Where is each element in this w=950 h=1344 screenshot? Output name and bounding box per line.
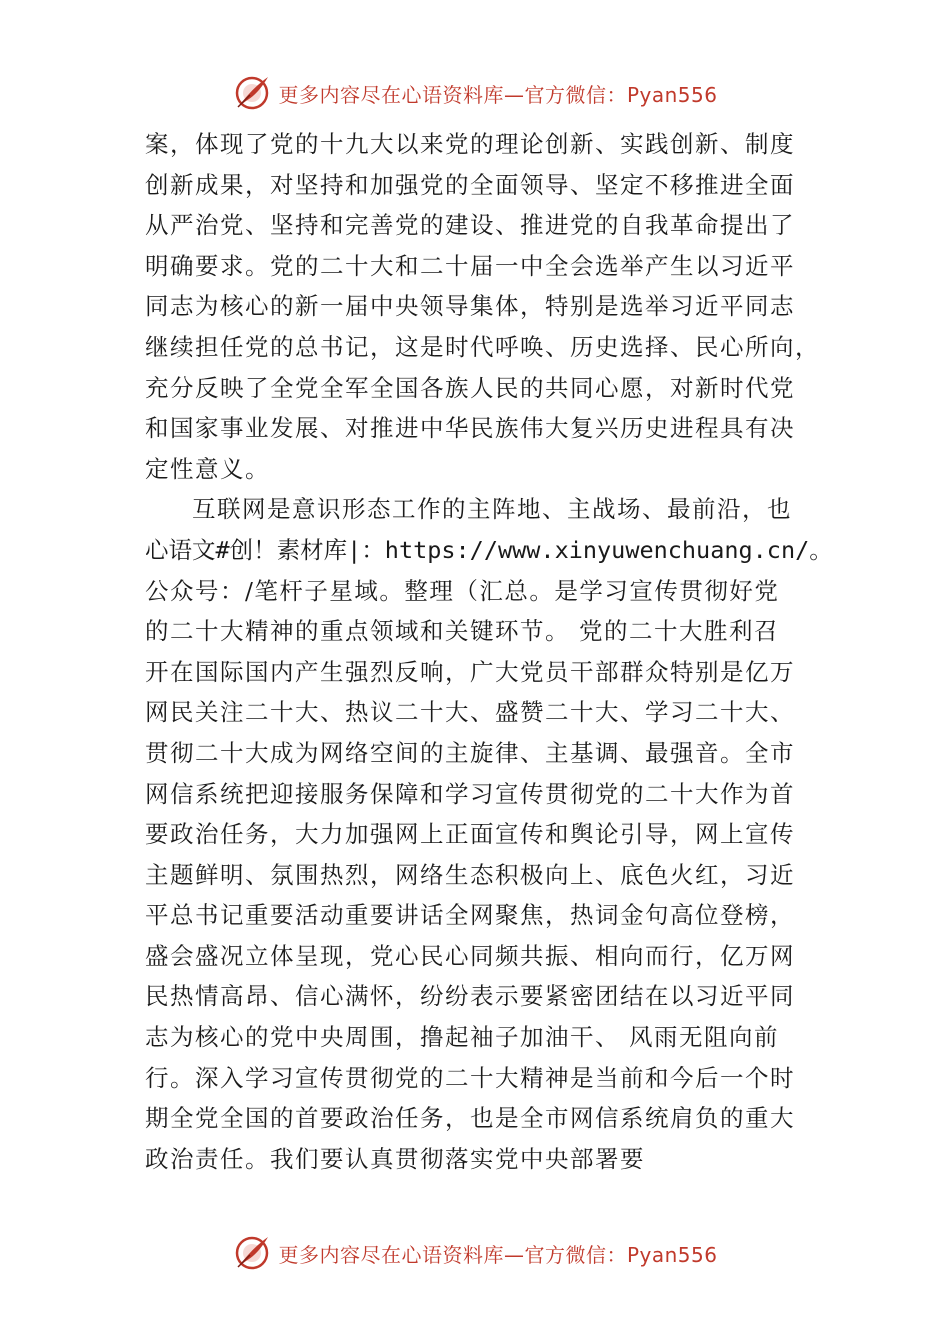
footer-banner <box>0 1231 950 1275</box>
text-line-14: 开在国际国内产生强烈反响，广大党员干部群众特别是亿万 <box>145 657 795 686</box>
text-line-8: 和国家事业发展、对推进中华民族伟大复兴历史进程具有决 <box>145 414 795 443</box>
text-line-2: 创新成果，对坚持和加强党的全面领导、坚定不移推进全面 <box>145 170 795 199</box>
feather-quill-logo-icon <box>232 1233 272 1273</box>
text-line-19: 主题鲜明、氛围热烈，网络生态积极向上、底色火红，习近 <box>145 860 795 889</box>
text-line-4: 明确要求。党的二十大和二十届一中全会选举产生以习近平 <box>145 251 795 280</box>
text-line-26: 政治责任。我们要认真贯彻落实党中央部署要 <box>145 1144 645 1173</box>
feather-quill-logo-icon <box>232 73 272 113</box>
source-url-line: 心语文#创！素材库|：https://www.xinyuwenchuang.cn/。 <box>145 535 833 564</box>
text-line-1: 案，体现了党的十九大以来党的理论创新、实践创新、制度 <box>145 130 795 158</box>
text-line-22: 民热情高昂、信心满怀，纷纷表示要紧密团结在以习近平同 <box>145 982 795 1011</box>
paragraph-start-line: 互联网是意识形态工作的主阵地、主战场、最前沿，也 <box>192 495 792 524</box>
text-line-25: 期全党全国的首要政治任务，也是全市网信系统肩负的重大 <box>145 1104 795 1133</box>
text-line-7: 充分反映了全党全军全国各族人民的共同心愿，对新时代党 <box>145 373 795 402</box>
text-line-16: 贯彻二十大成为网络空间的主旋律、主基调、最强音。全市 <box>145 738 795 767</box>
text-line-3: 从严治党、坚持和完善党的建设、推进党的自我革命提出了 <box>145 211 795 240</box>
header-banner-text: 更多内容尽在心语资料库—官方微信：Pyan556 <box>278 82 718 107</box>
text-line-5: 同志为核心的新一届中央领导集体，特别是选举习近平同志 <box>145 292 795 321</box>
footer-banner-text: 更多内容尽在心语资料库—官方微信：Pyan556 <box>278 1242 718 1267</box>
text-line-17: 网信系统把迎接服务保障和学习宣传贯彻党的二十大作为首 <box>145 779 795 808</box>
text-line-21: 盛会盛况立体呈现，党心民心同频共振、相向而行，亿万网 <box>145 941 795 970</box>
text-line-18: 要政治任务，大力加强网上正面宣传和舆论引导，网上宣传 <box>145 820 795 849</box>
text-line-15: 网民关注二十大、热议二十大、盛赞二十大、学习二十大、 <box>145 698 795 727</box>
text-line-20: 平总书记重要活动重要讲话全网聚焦，热词金句高位登榜， <box>145 901 795 930</box>
text-line-13: 的二十大精神的重点领域和关键环节。 党的二十大胜利召 <box>145 617 779 646</box>
text-line-24: 行。深入学习宣传贯彻党的二十大精神是当前和今后一个时 <box>145 1063 795 1092</box>
header-banner <box>0 71 950 115</box>
document-body <box>145 124 833 1179</box>
text-line-23: 志为核心的党中央周围，撸起袖子加油干、 风雨无阻向前 <box>145 1023 779 1052</box>
text-line-9: 定性意义。 <box>145 454 270 483</box>
text-line-6: 继续担任党的总书记，这是时代呼唤、历史选择、民心所向， <box>145 332 820 361</box>
text-line-12: 公众号：/笔杆子星域。整理（汇总。是学习宣传贯彻好党 <box>145 576 780 605</box>
